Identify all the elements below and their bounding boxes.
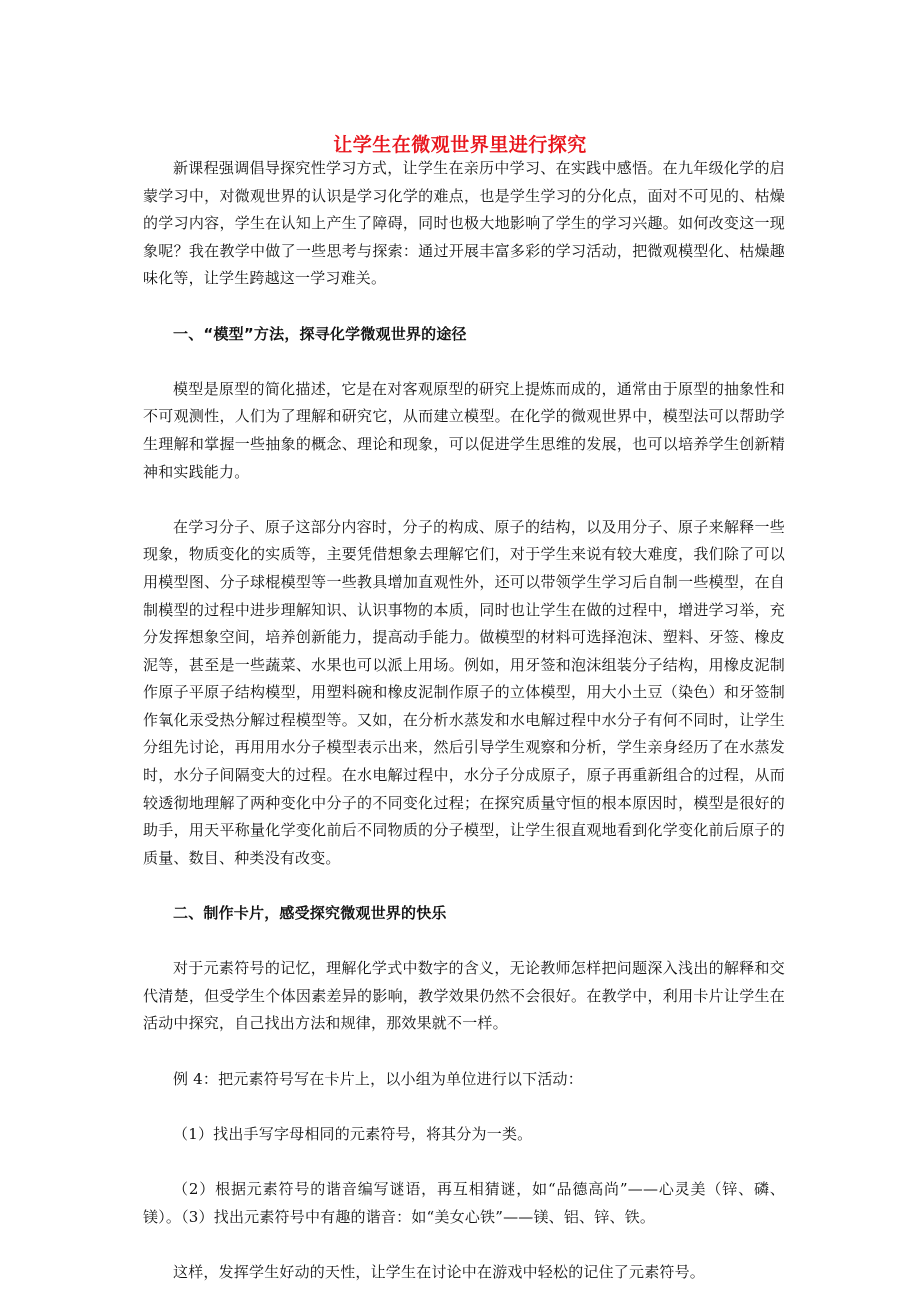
- example-intro: 例 4：把元素符号写在卡片上，以小组为单位进行以下活动：: [173, 1069, 583, 1088]
- paragraph-spacer: [143, 1093, 785, 1121]
- paragraph-spacer: [143, 293, 785, 321]
- paragraph-spacer: [143, 1148, 785, 1176]
- paragraph-spacer: [143, 1231, 785, 1259]
- section-2-heading: 二、制作卡片，感受探究微观世界的快乐: [173, 904, 447, 923]
- document-title: 让学生在微观世界里进行探究: [333, 133, 587, 156]
- paragraph-spacer: [143, 486, 785, 514]
- paragraph-spacer: [143, 928, 785, 956]
- section-1-paragraph-1: 模型是原型的简化描述，它是在对客观原型的研究上提炼而成的，通常由于原型的抽象性和不可观测性，人们为了理解和研究它，从而建立模型。在化学的微观世界中，模型法可以帮助学生理解和掌握一些抽象的概念、理论和现象，可以促进学生思维的发展，也可以培养学生创新精神和实践能力。: [143, 379, 785, 481]
- activity-items-2-3: （2）根据元素符号的谐音编写谜语，再互相猜谜，如“品德高尚”——心灵美（锌、磷、镁）。（3）找出元素符号中有趣的谐音：如“美女心铁”——镁、铝、锌、铁。: [143, 1179, 785, 1226]
- closing-paragraph: 这样，发挥学生好动的天性，让学生在讨论中在游戏中轻松的记住了元素符号。: [173, 1262, 706, 1281]
- paragraph-spacer: [143, 1038, 785, 1066]
- section-1-heading: 一、“模型”方法，探寻化学微观世界的途径: [173, 324, 467, 343]
- paragraph-spacer: [143, 348, 785, 376]
- intro-paragraph: 新课程强调倡导探究性学习方式，让学生在亲历中学习、在实践中感悟。在九年级化学的启蒙学习中，对微观世界的认识是学习化学的难点，也是学生学习的分化点，面对不可见的、枯燥的学习内容，学生在认知上产生了障碍，同时也极大地影响了学生的学习兴趣。如何改变这一现象呢？我在教学中做了一些思考与探索：通过开展丰富多彩的学习活动，把微观模型化、枯燥趣味化等，让学生跨越这一学习难关。: [143, 159, 785, 288]
- section-2-paragraph-1: 对于元素符号的记忆，理解化学式中数字的含义，无论教师怎样把问题深入浅出的解释和交代清楚，但受学生个体因素差异的影响，教学效果仍然不会很好。在教学中，利用卡片让学生在活动中探究，自己找出方法和规律，那效果就不一样。: [143, 959, 785, 1033]
- section-1-paragraph-2: 在学习分子、原子这部分内容时，分子的构成、原子的结构，以及用分子、原子来解释一些现象，物质变化的实质等，主要凭借想象去理解它们，对于学生来说有较大难度，我们除了可以用模型图、分子球棍模型等一些教具增加直观性外，还可以带领学生学习后自制一些模型，在自制模型的过程中进步理解知识、认识事物的本质，同时也让学生在做的过程中，增进学习举，充分发挥想象空间，培养创新能力，提高动手能力。做模型的材料可选择泡沫、塑料、牙签、橡皮泥等，甚至是一些蔬菜、水果也可以派上用场。例如，用牙签和泡沫组装分子结构，用橡皮泥制作原子平原子结构模型，用塑料碗和橡皮泥制作原子的立体模型，用大小土豆（染色）和牙签制作氧化汞受热分解过程模型等。又如，在分析水蒸发和水电解过程中水分子有何不同时，让学生分组先讨论，再用用水分子模型表示出来，然后引导学生观察和分析，学生亲身经历了在水蒸发时，水分子间隔变大的过程。在水电解过程中，水分子分成原子，原子再重新组合的过程，从而较透彻地理解了两种变化中分子的不同变化过程；在探究质量守恒的根本原因时，模型是很好的助手，用天平称量化学变化前后不同物质的分子模型，让学生很直观地看到化学变化前后原子的质量、数目、种类没有改变。: [143, 517, 785, 867]
- paragraph-spacer: [143, 872, 785, 900]
- document-body: [143, 155, 785, 1286]
- activity-item-1: （1）找出手写字母相同的元素符号，将其分为一类。: [173, 1124, 533, 1143]
